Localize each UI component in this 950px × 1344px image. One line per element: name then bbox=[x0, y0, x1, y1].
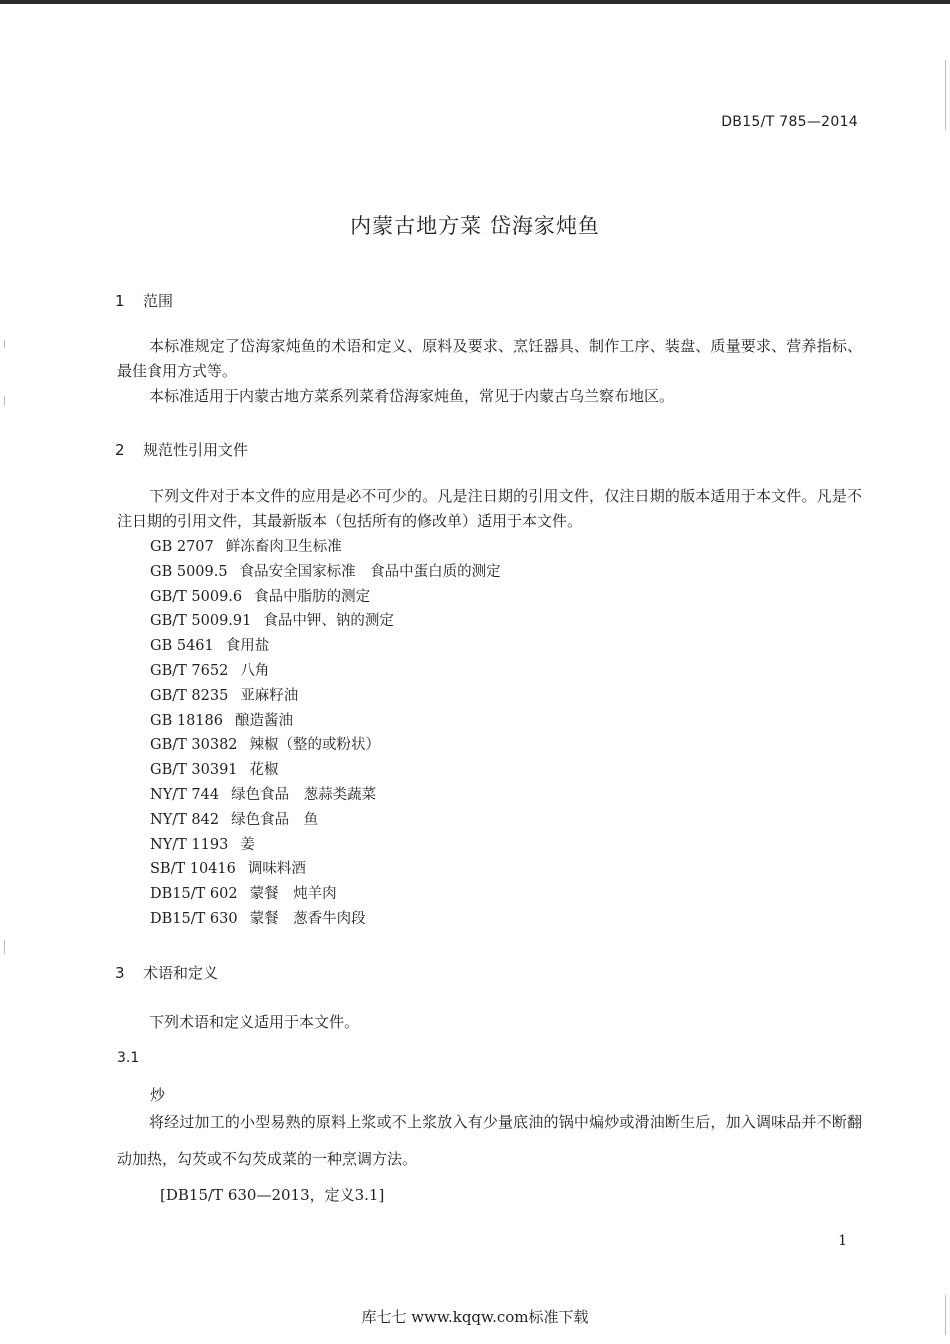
section-number: 1 bbox=[115, 292, 125, 310]
reference-name: 姜 bbox=[240, 836, 255, 853]
reference-name: 食品中钾、钠的测定 bbox=[263, 613, 394, 630]
normative-reference-list bbox=[150, 535, 501, 932]
term-source: [DB15/T 630—2013，定义3.1] bbox=[160, 1186, 385, 1204]
reference-code: DB15/T 630 bbox=[150, 910, 238, 927]
reference-code: GB 5461 bbox=[150, 638, 214, 655]
section-3-intro: 下列术语和定义适用于本文件。 bbox=[149, 1013, 360, 1031]
scan-edge-mark bbox=[4, 940, 5, 954]
reference-item bbox=[150, 808, 501, 833]
section-number: 3 bbox=[115, 964, 125, 982]
reference-item bbox=[150, 783, 501, 808]
reference-code: NY/T 744 bbox=[150, 786, 220, 803]
reference-code: GB/T 30382 bbox=[150, 737, 238, 754]
scan-edge-mark bbox=[4, 396, 5, 406]
section-1-paragraph-2: 本标准适用于内蒙古地方菜系列菜肴岱海家炖鱼，常见于内蒙古乌兰察布地区。 bbox=[149, 387, 675, 405]
reference-name: 食品安全国家标准 食品中蛋白质的测定 bbox=[239, 563, 501, 580]
reference-name: 绿色食品 鱼 bbox=[231, 811, 319, 828]
scan-top-border bbox=[0, 0, 950, 4]
document-code: DB15/T 785—2014 bbox=[721, 114, 858, 130]
reference-code: GB/T 5009.91 bbox=[150, 613, 252, 630]
reference-name: 蒙餐 炖羊肉 bbox=[249, 886, 337, 903]
reference-code: GB/T 5009.6 bbox=[150, 588, 243, 605]
section-2-heading bbox=[115, 439, 248, 460]
reference-item bbox=[150, 882, 501, 907]
term-name: 炒 bbox=[150, 1086, 166, 1104]
reference-code: GB 18186 bbox=[150, 712, 223, 729]
section-1-paragraph-1: 本标准规定了岱海家炖鱼的术语和定义、原料及要求、烹饪器具、制作工序、装盘、质量要求、营养指标、最佳食用方式等。 bbox=[117, 337, 862, 380]
reference-name: 食品中脂肪的测定 bbox=[254, 588, 371, 605]
document-title: 内蒙古地方菜 岱海家炖鱼 bbox=[350, 214, 600, 238]
section-2-intro: 下列文件对于本文件的应用是必不可少的。凡是注日期的引用文件，仅注日期的版本适用于本文件。凡是不注日期的引用文件，其最新版本（包括所有的修改单）适用于本文件。 bbox=[117, 487, 862, 530]
reference-name: 食用盐 bbox=[225, 638, 270, 655]
reference-item bbox=[150, 560, 501, 585]
term-number: 3.1 bbox=[117, 1050, 140, 1066]
section-title: 规范性引用文件 bbox=[143, 441, 249, 459]
reference-code: GB/T 8235 bbox=[150, 687, 229, 704]
reference-code: GB 2707 bbox=[150, 539, 214, 555]
reference-name: 鲜冻畜肉卫生标准 bbox=[225, 539, 342, 555]
section-number: 2 bbox=[115, 441, 125, 459]
reference-code: NY/T 1193 bbox=[150, 836, 229, 853]
reference-item bbox=[150, 709, 501, 734]
footer-watermark-text: 库七七 www.kqqw.com标准下载 bbox=[361, 1308, 589, 1326]
reference-code: NY/T 842 bbox=[150, 811, 220, 828]
reference-name: 八角 bbox=[240, 662, 270, 679]
page-number: 1 bbox=[838, 1233, 847, 1249]
reference-name: 亚麻籽油 bbox=[240, 687, 299, 704]
reference-name: 花椒 bbox=[249, 762, 279, 779]
reference-item bbox=[150, 535, 501, 560]
reference-item bbox=[150, 833, 501, 858]
reference-item bbox=[150, 907, 501, 932]
reference-name: 辣椒（整的或粉状） bbox=[249, 737, 381, 754]
reference-item bbox=[150, 857, 501, 882]
reference-name: 调味料酒 bbox=[247, 861, 306, 878]
reference-code: SB/T 10416 bbox=[150, 861, 236, 878]
reference-item bbox=[150, 733, 501, 758]
scan-edge-mark bbox=[945, 60, 946, 130]
reference-code: GB 5009.5 bbox=[150, 563, 228, 580]
reference-item bbox=[150, 758, 501, 783]
reference-code: GB/T 7652 bbox=[150, 662, 229, 679]
reference-name: 绿色食品 葱蒜类蔬菜 bbox=[231, 786, 377, 803]
reference-code: DB15/T 602 bbox=[150, 886, 238, 903]
reference-name: 酿造酱油 bbox=[234, 712, 293, 729]
reference-code: GB/T 30391 bbox=[150, 762, 238, 779]
section-3-heading bbox=[115, 962, 218, 983]
reference-item bbox=[150, 634, 501, 659]
reference-item bbox=[150, 585, 501, 610]
scan-edge-mark bbox=[4, 340, 5, 348]
section-title: 术语和定义 bbox=[143, 964, 219, 982]
reference-item bbox=[150, 684, 501, 709]
reference-item bbox=[150, 659, 501, 684]
term-definition: 将经过加工的小型易熟的原料上浆或不上浆放入有少量底油的锅中煸炒或滑油断生后，加入调味品并不断翻动加热，勾芡或不勾芡成菜的一种烹调方法。 bbox=[117, 1113, 862, 1168]
reference-item bbox=[150, 609, 501, 634]
section-1-heading bbox=[115, 290, 173, 311]
section-title: 范围 bbox=[143, 292, 174, 310]
reference-name: 蒙餐 葱香牛肉段 bbox=[249, 910, 366, 927]
